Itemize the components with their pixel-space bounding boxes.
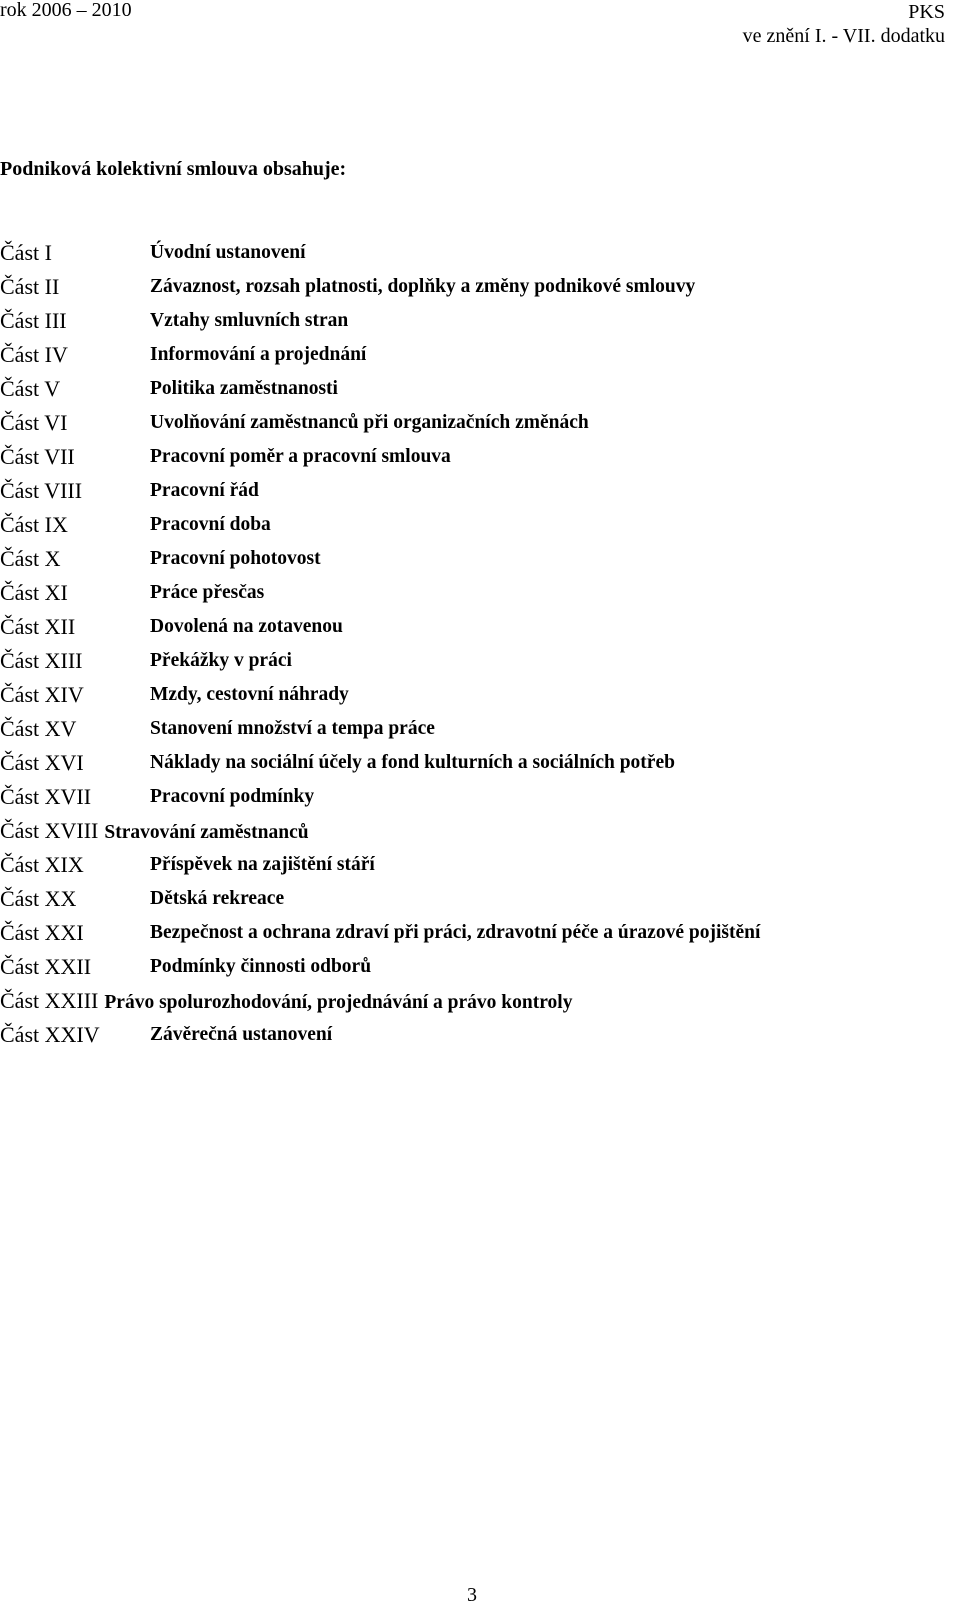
- toc-row: [0, 406, 930, 440]
- part-label: Část XXIII: [0, 988, 99, 1013]
- part-title: Pracovní podmínky: [150, 786, 315, 807]
- toc-row: [0, 644, 930, 678]
- part-title: Dětská rekreace: [150, 888, 285, 909]
- part-title: Uvolňování zaměstnanců při organizačních změnách: [150, 412, 589, 433]
- part-label: Část XX: [0, 886, 77, 911]
- toc-row: [0, 950, 930, 984]
- part-label: Část XXII: [0, 954, 92, 979]
- part-title: Náklady na sociální účely a fond kulturních a sociálních potřeb: [150, 752, 675, 773]
- toc-row: [0, 372, 930, 406]
- part-title: Vztahy smluvních stran: [150, 310, 349, 331]
- part-title: Pracovní poměr a pracovní smlouva: [150, 446, 451, 467]
- toc-row: [0, 508, 930, 542]
- toc-row: [0, 678, 930, 712]
- table-of-contents: [0, 236, 930, 1052]
- part-title: Dovolená na zotavenou: [150, 616, 343, 637]
- header-document-id: [743, 0, 945, 48]
- part-label: Část X: [0, 546, 61, 571]
- part-label: Část V: [0, 376, 61, 401]
- part-label: Část XVII: [0, 784, 92, 809]
- toc-row: [0, 440, 930, 474]
- intro-heading: Podniková kolektivní smlouva obsahuje:: [0, 158, 347, 180]
- toc-row: [0, 474, 930, 508]
- part-label: Část XI: [0, 580, 68, 605]
- toc-row: [0, 882, 930, 916]
- header-date-range: rok 2006 – 2010: [0, 0, 132, 21]
- toc-row: [0, 780, 930, 814]
- toc-row: [0, 304, 930, 338]
- part-label: Část VI: [0, 410, 68, 435]
- part-label: Část VIII: [0, 478, 83, 503]
- part-title: Příspěvek na zajištění stáří: [150, 854, 375, 875]
- part-label: Část IV: [0, 342, 68, 367]
- part-label: Část II: [0, 274, 60, 299]
- part-label: Část XIII: [0, 648, 83, 673]
- part-title: Pracovní doba: [150, 514, 271, 535]
- toc-row: [0, 542, 930, 576]
- part-title: Stravování zaměstnanců: [104, 822, 309, 843]
- part-label: Část VII: [0, 444, 75, 469]
- part-label: Část IX: [0, 512, 68, 537]
- part-title: Závěrečná ustanovení: [150, 1024, 333, 1045]
- header-title: PKS: [908, 1, 945, 23]
- part-label: Část XII: [0, 614, 76, 639]
- toc-row: [0, 712, 930, 746]
- toc-row: [0, 270, 930, 304]
- part-title: Překážky v práci: [150, 650, 292, 671]
- part-label: Část XXIV: [0, 1022, 100, 1047]
- toc-row: [0, 814, 930, 848]
- part-title: Podmínky činnosti odborů: [150, 956, 372, 977]
- page-number: 3: [467, 1584, 477, 1606]
- part-title: Pracovní pohotovost: [150, 548, 321, 569]
- part-title: Stanovení množství a tempa práce: [150, 718, 435, 739]
- part-title: Politika zaměstnanosti: [150, 378, 338, 399]
- part-label: Část XV: [0, 716, 77, 741]
- part-label: Část XIX: [0, 852, 84, 877]
- part-title: Informování a projednání: [150, 344, 367, 365]
- toc-row: [0, 984, 930, 1018]
- part-label: Část XVIII: [0, 818, 99, 843]
- toc-row: [0, 576, 930, 610]
- part-label: Část XXI: [0, 920, 84, 945]
- part-label: Část XVI: [0, 750, 84, 775]
- part-label: Část III: [0, 308, 67, 333]
- part-title: Mzdy, cestovní náhrady: [150, 684, 349, 705]
- part-title: Práce přesčas: [150, 582, 265, 603]
- toc-row: [0, 1018, 930, 1052]
- toc-row: [0, 746, 930, 780]
- part-title: Pracovní řád: [150, 480, 259, 501]
- part-title: Závaznost, rozsah platnosti, doplňky a změny podnikové smlouvy: [150, 276, 696, 297]
- part-title: Právo spolurozhodování, projednávání a právo kontroly: [104, 992, 573, 1013]
- toc-row: [0, 916, 930, 950]
- part-label: Část I: [0, 240, 52, 265]
- part-title: Úvodní ustanovení: [150, 242, 306, 263]
- toc-row: [0, 848, 930, 882]
- toc-row: [0, 236, 930, 270]
- toc-row: [0, 610, 930, 644]
- part-label: Část XIV: [0, 682, 84, 707]
- part-title: Bezpečnost a ochrana zdraví při práci, zdravotní péče a úrazové pojištění: [150, 922, 761, 943]
- header-amendments: ve znění I. - VII. dodatku: [742, 25, 945, 47]
- toc-row: [0, 338, 930, 372]
